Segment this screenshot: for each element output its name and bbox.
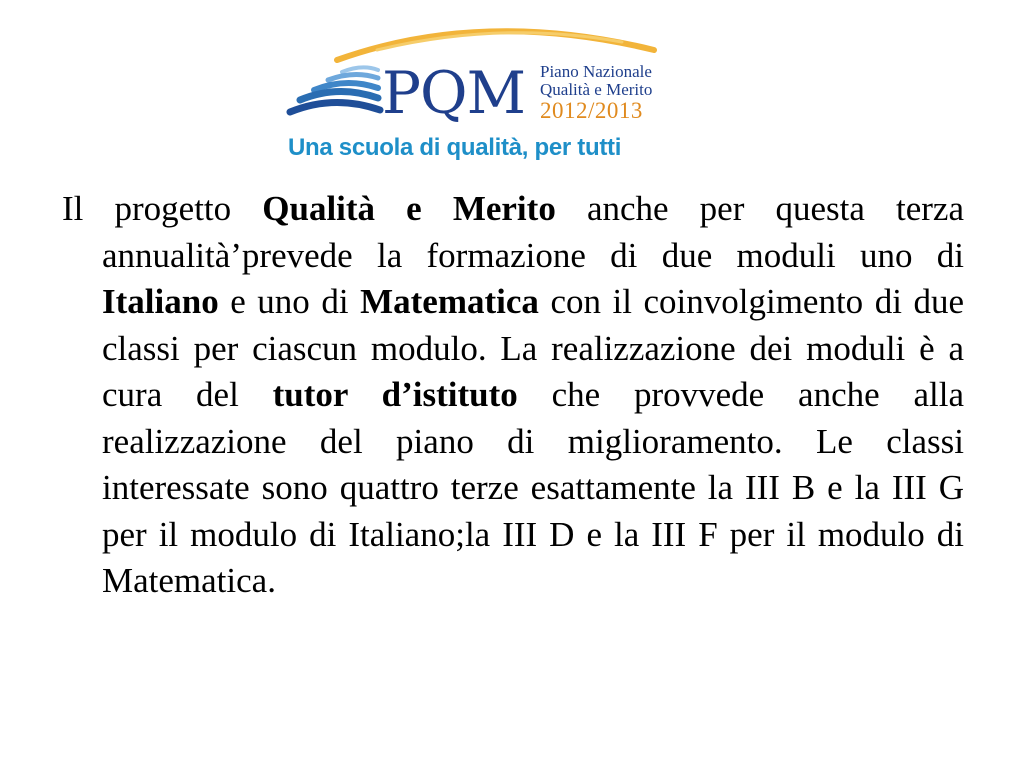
pqm-logo	[282, 20, 682, 170]
text-segment-3: e uno di	[218, 282, 361, 321]
logo-year: 2012/2013	[540, 98, 643, 123]
body-paragraph	[62, 186, 964, 605]
bold-qualita-merito: Qualità e Merito	[262, 189, 556, 228]
text-segment-1: Il progetto	[62, 189, 263, 228]
text-segment-2: anche per questa terza annualità’prevede la formazione di due moduli uno di	[102, 189, 964, 275]
logo-pqm-text: PQM	[382, 59, 525, 127]
slide-body	[62, 186, 964, 605]
logo-tagline: Una scuola di qualità, per tutti	[288, 134, 622, 161]
bold-tutor-istituto: tutor d’istituto	[272, 375, 518, 414]
logo-line-2: Qualità e Merito	[540, 80, 653, 99]
bold-italiano: Italiano	[102, 282, 219, 321]
text-segment-5: che provvede anche alla realizzazione del piano di miglioramento. Le classi interessate sono quattro terze esattamente la III B e la III G per il modulo di Italiano;la III D e la III F per il modulo di Matematica.	[102, 375, 964, 600]
logo-line-1: Piano Nazionale	[540, 62, 652, 81]
bold-matematica: Matematica	[360, 282, 539, 321]
text-segment-4: con il coinvolgimento di due classi per ciascun modulo. La realizzazione dei moduli è a cura del	[102, 282, 965, 414]
